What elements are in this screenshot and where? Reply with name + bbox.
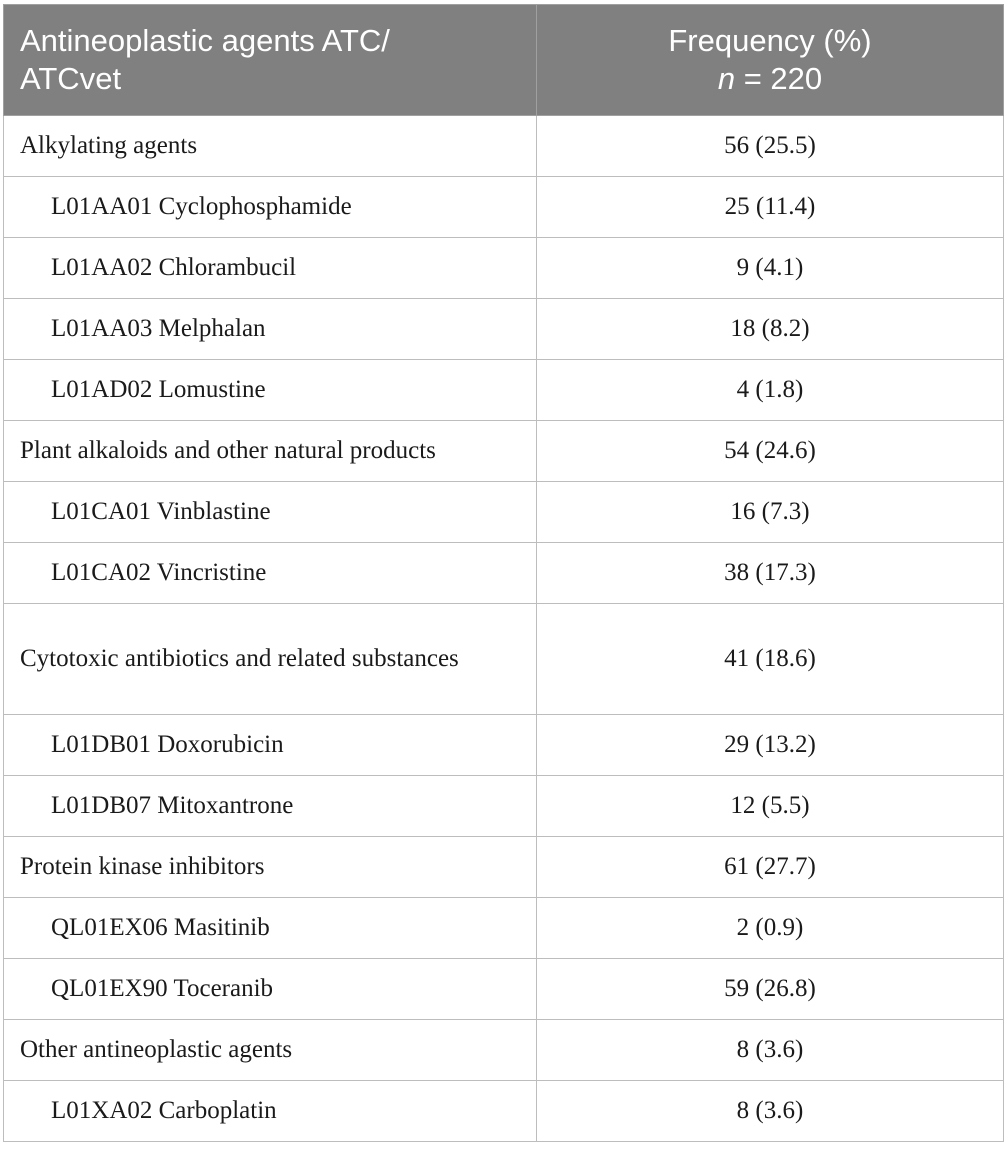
row-label: Alkylating agents <box>4 116 537 177</box>
row-label: QL01EX06 Masitinib <box>4 898 537 959</box>
table-row-agent <box>4 959 1004 1020</box>
table-row-agent <box>4 543 1004 604</box>
row-value: 38 (17.3) <box>537 543 1004 604</box>
table-row-category <box>4 837 1004 898</box>
row-label: Protein kinase inhibitors <box>4 837 537 898</box>
row-value: 2 (0.9) <box>537 898 1004 959</box>
table-row-category <box>4 604 1004 715</box>
row-label: L01AA02 Chlorambucil <box>4 238 537 299</box>
row-label: L01AA03 Melphalan <box>4 299 537 360</box>
row-value: 41 (18.6) <box>537 604 1004 715</box>
row-label: Cytotoxic antibiotics and related substances <box>4 604 537 715</box>
row-value: 16 (7.3) <box>537 482 1004 543</box>
row-label: QL01EX90 Toceranib <box>4 959 537 1020</box>
row-label: L01DB07 Mitoxantrone <box>4 776 537 837</box>
row-value: 4 (1.8) <box>537 360 1004 421</box>
row-value: 61 (27.7) <box>537 837 1004 898</box>
table-row-agent <box>4 177 1004 238</box>
row-label: Plant alkaloids and other natural products <box>4 421 537 482</box>
row-value: 8 (3.6) <box>537 1020 1004 1081</box>
header-agents-line1: Antineoplastic agents ATC/ <box>20 23 390 58</box>
row-value: 9 (4.1) <box>537 238 1004 299</box>
row-label: L01AA01 Cyclophosphamide <box>4 177 537 238</box>
header-agents-line2: ATCvet <box>20 61 122 96</box>
table-row-agent <box>4 898 1004 959</box>
table-row-category <box>4 421 1004 482</box>
row-value: 54 (24.6) <box>537 421 1004 482</box>
row-value: 29 (13.2) <box>537 715 1004 776</box>
row-label: L01DB01 Doxorubicin <box>4 715 537 776</box>
header-frequency-line1: Frequency (%) <box>668 23 872 58</box>
table-row-agent <box>4 1081 1004 1142</box>
row-value: 12 (5.5) <box>537 776 1004 837</box>
table-row-category <box>4 1020 1004 1081</box>
header-frequency <box>537 5 1004 116</box>
table-row-agent <box>4 482 1004 543</box>
table-row-agent <box>4 715 1004 776</box>
table-row-agent <box>4 238 1004 299</box>
table-row-agent <box>4 776 1004 837</box>
header-agents <box>4 5 537 116</box>
row-value: 18 (8.2) <box>537 299 1004 360</box>
table-row-category <box>4 116 1004 177</box>
row-value: 25 (11.4) <box>537 177 1004 238</box>
row-label: L01AD02 Lomustine <box>4 360 537 421</box>
header-n-symbol: n <box>717 61 736 96</box>
antineoplastic-agents-table <box>3 4 1004 1142</box>
table-row-agent <box>4 299 1004 360</box>
row-label: L01CA01 Vinblastine <box>4 482 537 543</box>
row-label: L01XA02 Carboplatin <box>4 1081 537 1142</box>
row-value: 56 (25.5) <box>537 116 1004 177</box>
header-row <box>4 5 1004 116</box>
table-row-agent <box>4 360 1004 421</box>
row-label: L01CA02 Vincristine <box>4 543 537 604</box>
row-value: 8 (3.6) <box>537 1081 1004 1142</box>
header-n-value: = 220 <box>735 61 823 96</box>
row-value: 59 (26.8) <box>537 959 1004 1020</box>
row-label: Other antineoplastic agents <box>4 1020 537 1081</box>
